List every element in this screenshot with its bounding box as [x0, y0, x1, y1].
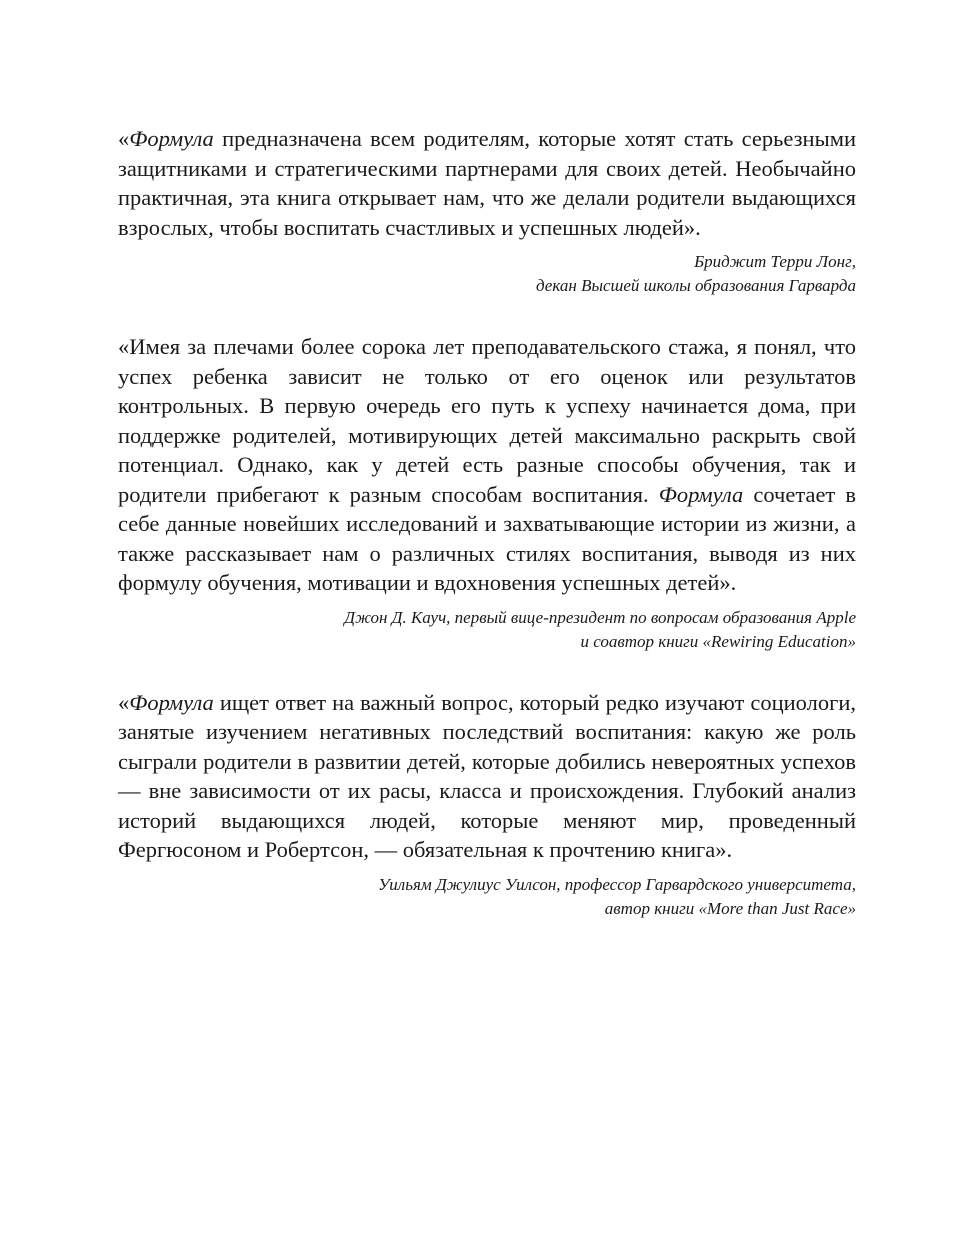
review-quote: [118, 688, 856, 865]
review-blurb: [118, 332, 856, 654]
review-quote: [118, 332, 856, 598]
review-blurb: [118, 688, 856, 921]
book-title: Формула: [658, 481, 744, 507]
review-attribution: [118, 873, 856, 921]
quote-open-mark: «: [118, 126, 130, 151]
quote-text: ищет ответ на важный вопрос, который редко изучают социологи, занятые изучением негативных последствий воспитания: какую же роль сыграли родители в развитии детей, которые добились невероятных успехов — вне зависимости от их расы, класса и происхождения. Глубокий анализ историй выдающихся людей, которые меняют мир, проведенный Фергюсоном и Робертсон, — обязательная к прочтению книга».: [118, 689, 856, 862]
review-blurb: [118, 124, 856, 298]
reviewer-title: автор книги «More than Just Race»: [604, 898, 856, 918]
book-title: Формула: [129, 689, 214, 715]
review-quote: [118, 124, 856, 242]
reviewer-name: Джон Д. Кауч, первый вице-президент по вопросам образования Apple: [344, 607, 856, 627]
quote-text: сочетает в себе данные новейших исследований и захватывающие истории из жизни, а также рассказывает нам о различных стилях воспитания, выводя из них формулу обучения, мотивации и вдохновения успешных детей».: [118, 481, 856, 595]
book-title: Формула: [129, 126, 214, 151]
review-attribution: [118, 250, 856, 298]
quote-text: «Имея за плечами более сорока лет преподавательского стажа, я понял, что успех ребенка зависит не только от его оценок или результатов контрольных. В первую очередь его путь к успеху начинается дома, при поддержке родителей, мотивирующих детей максимально раскрыть свой потенциал. Однако, как у детей есть разные способы обучения, так и родители прибегают к разным способам воспитания.: [118, 334, 856, 507]
reviewer-title: и соавтор книги «Rewiring Education»: [580, 631, 856, 651]
reviewer-name: Бриджит Терри Лонг,: [694, 252, 856, 271]
page-content: [118, 124, 856, 921]
quote-text: предназначена всем родителям, которые хотят стать серьезными защитниками и стратегическими партнерами для своих детей. Необычайно практичная, эта книга открывает нам, что же делали родители выдающихся взрослых, чтобы воспитать счастливых и успешных людей».: [118, 126, 856, 240]
reviewer-title: декан Высшей школы образования Гарварда: [536, 276, 856, 295]
quote-open-mark: «: [118, 689, 130, 715]
review-attribution: [118, 606, 856, 654]
reviewer-name: Уильям Джулиус Уилсон, профессор Гарвардского университета,: [378, 874, 856, 894]
